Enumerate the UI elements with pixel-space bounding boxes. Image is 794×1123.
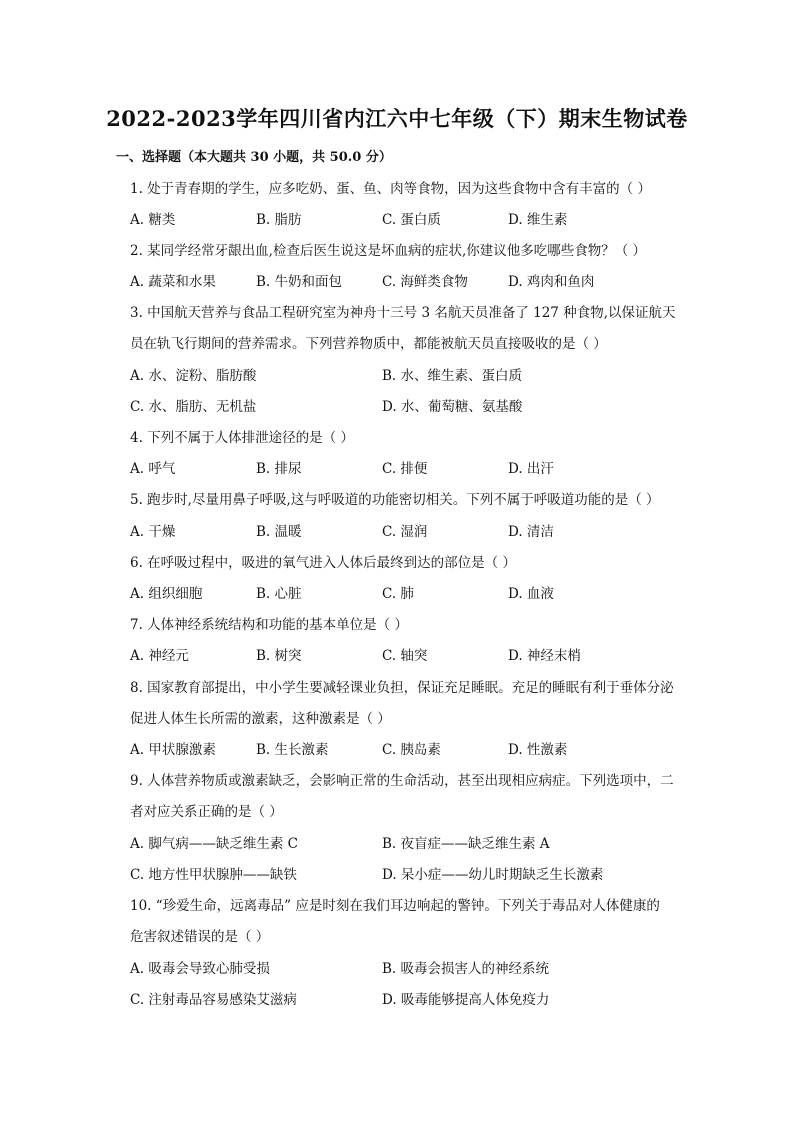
option-c: C. 蛋白质 [382,212,441,228]
option-a: A. 神经元 [130,648,189,664]
option-c: C. 注射毒品容易感染艾滋病 [130,992,297,1008]
option-c: C. 湿润 [382,524,428,540]
question-text: 3. 中国航天营养与食品工程研究室为神舟十三号 3 名航天员准备了 127 种食物,以保证航天 [130,305,676,321]
option-b: B. 水、维生素、蛋白质 [382,368,523,384]
question-text: 危害叙述错误的是（ ） [130,929,270,945]
option-a: A. 呼气 [130,461,176,477]
option-b: B. 吸毒会损害人的神经系统 [382,961,550,977]
question-text: 员在轨飞行期间的营养需求。下列营养物质中，都能被航天员直接吸收的是（ ） [130,336,607,352]
option-a: A. 干燥 [130,524,176,540]
option-d: D. 清洁 [508,524,554,540]
option-d: D. 性激素 [508,742,568,758]
option-a: A. 脚气病——缺乏维生素 C [130,836,298,852]
option-c: C. 胰岛素 [382,742,441,758]
option-b: B. 生长激素 [256,742,329,758]
question-text: 2. 某同学经常牙龈出血,检查后医生说这是坏血病的症状,你建议他多吃哪些食物？（ ） [130,243,647,259]
question-text: 6. 在呼吸过程中，吸进的氧气进入人体后最终到达的部位是（ ） [130,555,516,571]
question-text: 10. “珍爱生命，远离毒品” 应是时刻在我们耳边响起的警钟。下列关于毒品对人体健康的 [130,898,660,914]
option-d: D. 出汗 [508,461,554,477]
option-a: A. 吸毒会导致心肺受损 [130,961,270,977]
option-d: D. 吸毒能够提高人体免疫力 [382,992,550,1008]
question-text: 促进人体生长所需的激素，这种激素是（ ） [130,711,391,727]
option-b: B. 牛奶和面包 [256,274,343,290]
option-a: A. 甲状腺激素 [130,742,216,758]
question-text: 者对应关系正确的是（ ） [130,804,283,820]
option-d: D. 水、葡萄糖、氨基酸 [382,399,523,415]
option-d: D. 鸡肉和鱼肉 [508,274,595,290]
option-a: A. 蔬菜和水果 [130,274,216,290]
option-d: D. 血液 [508,586,554,602]
option-d: D. 维生素 [508,212,568,228]
question-text: 1. 处于青春期的学生，应多吃奶、蛋、鱼、肉等食物，因为这些食物中含有丰富的（ ） [130,181,651,197]
option-c: C. 轴突 [382,648,428,664]
question-text: 7. 人体神经系统结构和功能的基本单位是（ ） [130,617,408,633]
option-b: B. 夜盲症——缺乏维生素 A [382,836,550,852]
option-c: C. 地方性甲状腺肿——缺铁 [130,867,297,883]
option-b: B. 脂肪 [256,212,302,228]
option-b: B. 心脏 [256,586,302,602]
option-c: C. 肺 [382,586,414,602]
option-b: B. 树突 [256,648,302,664]
option-c: C. 水、脂肪、无机盐 [130,399,257,415]
option-c: C. 海鲜类食物 [382,274,468,290]
section-heading: 一、选择题（本大题共 30 小题，共 50.0 分） [116,150,392,165]
option-b: B. 排尿 [256,461,302,477]
question-text: 5. 跑步时,尽量用鼻子呼吸,这与呼吸道的功能密切相关。下列不属于呼吸道功能的是（ ） [130,492,660,508]
option-d: D. 神经末梢 [508,648,581,664]
question-text: 4. 下列不属于人体排泄途径的是（ ） [130,430,354,446]
page-title: 2022-2023学年四川省内江六中七年级（下）期末生物试卷 [106,106,688,131]
option-a: A. 水、淀粉、脂肪酸 [130,368,257,384]
option-a: A. 糖类 [130,212,176,228]
option-a: A. 组织细胞 [130,586,203,602]
option-b: B. 温暖 [256,524,302,540]
question-text: 8. 国家教育部提出，中小学生要减轻课业负担，保证充足睡眠。充足的睡眠有利于垂体分泌 [130,680,674,696]
question-text: 9. 人体营养物质或激素缺乏，会影响正常的生命活动，甚至出现相应病症。下列选项中，二 [130,773,674,789]
option-d: D. 呆小症——幼儿时期缺乏生长激素 [382,867,604,883]
option-c: C. 排便 [382,461,428,477]
